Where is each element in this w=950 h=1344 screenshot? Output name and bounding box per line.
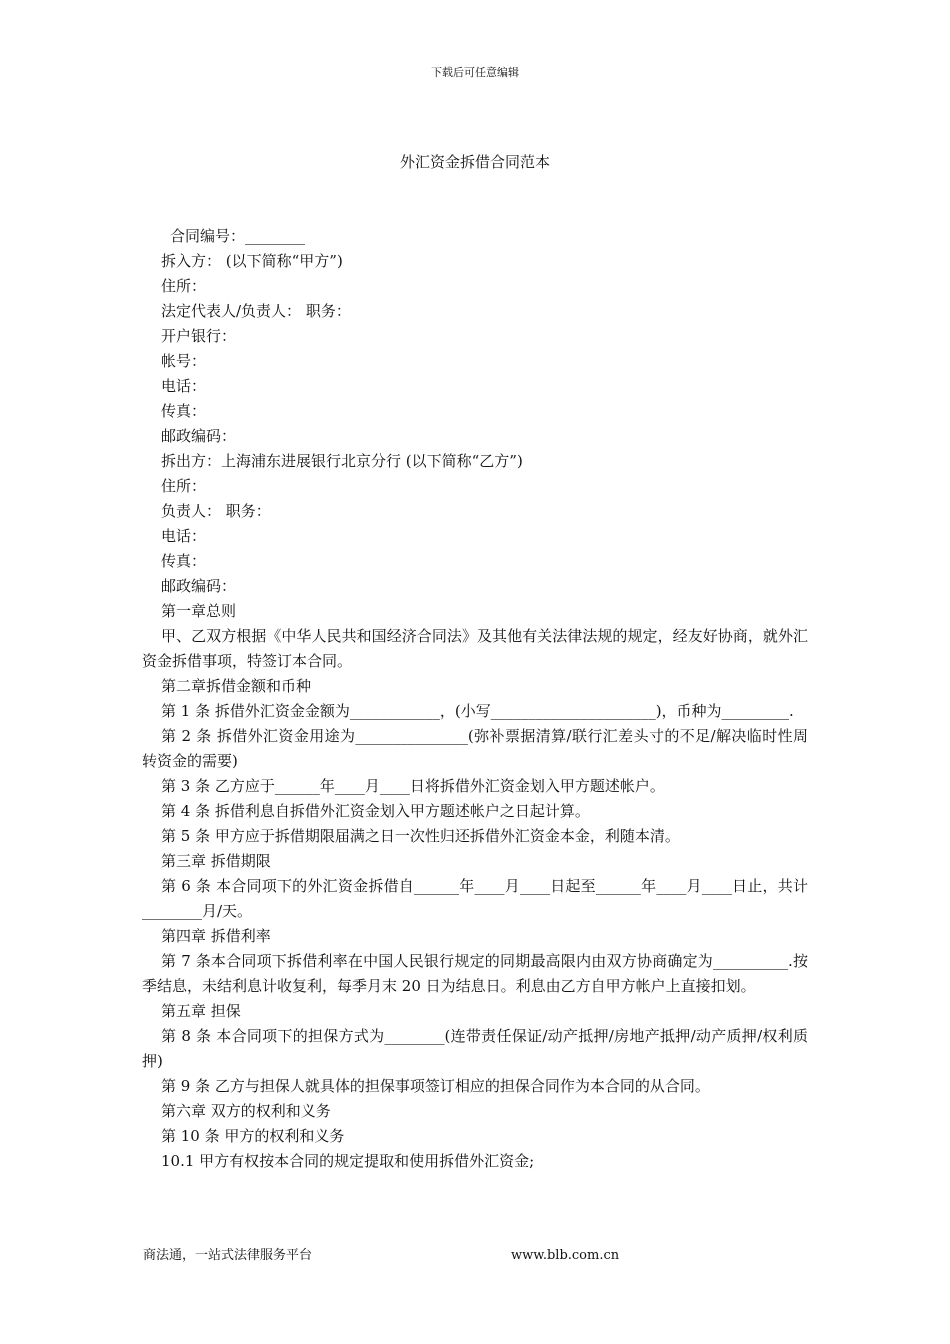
borrower-postcode-line: 邮政编码： [161, 427, 237, 445]
chapter-heading: 第四章 拆借利率 [161, 927, 271, 945]
page-header-note: 下载后可任意编辑 [431, 66, 519, 79]
contract-clause: 甲、乙双方根据《中华人民共和国经济合同法》及其他有关法律法规的规定，经友好协商，就外汇资金拆借事项，特签订本合同。 [142, 627, 808, 670]
contract-clause: 第 5 条 甲方应于拆借期限届满之日一次性归还拆借外汇资金本金，利随本清。 [161, 827, 680, 845]
chapter-heading: 第三章 拆借期限 [161, 852, 271, 870]
borrower-representative-line: 法定代表人/负责人： 职务： [161, 302, 351, 320]
borrower-address-line: 住所： [161, 277, 207, 295]
contract-clause: 第 3 条 乙方应于______年____月____日将拆借外汇资金划入甲方题述帐户。 [161, 777, 665, 795]
contract-clause: 第 6 条 本合同项下的外汇资金拆借自______年____月____日起至______年____月____日止，共计________月/天。 [142, 877, 808, 920]
lender-representative-line: 负责人： 职务： [161, 502, 271, 520]
page-footer [0, 1247, 950, 1265]
contract-number-line: 合同编号：________ [170, 227, 306, 245]
contract-clause: 第 9 条 乙方与担保人就具体的担保事项签订相应的担保合同作为本合同的从合同。 [161, 1077, 710, 1095]
chapter-heading: 第一章总则 [161, 602, 237, 620]
borrower-line: 拆入方： (以下简称“甲方”) [161, 252, 343, 270]
contract-clause: 第 1 条 拆借外汇资金金额为____________，(小写______________________)，币种为_________. [161, 702, 794, 720]
lender-postcode-line: 邮政编码： [161, 577, 237, 595]
chapter-heading: 第二章拆借金额和币种 [161, 677, 312, 695]
chapter-heading: 第五章 担保 [161, 1002, 241, 1020]
contract-body [142, 224, 808, 1174]
lender-address-line: 住所： [161, 477, 207, 495]
borrower-bank-line: 开户银行： [161, 327, 237, 345]
contract-clause: 第 7 条本合同项下拆借利率在中国人民银行规定的同期最高限内由双方协商确定为__________.按季结息，未结利息计收复利，每季月末 20 日为结息日。利息由乙方自甲方帐户上直接扣划。 [142, 952, 808, 995]
contract-clause: 第 2 条 拆借外汇资金用途为_______________(弥补票据清算/联行汇差头寸的不足/解决临时性周转资金的需要) [142, 727, 808, 770]
footer-brand-text: 商法通，一站式法律服务平台 [143, 1248, 313, 1263]
borrower-phone-line: 电话： [161, 377, 207, 395]
lender-line: 拆出方：上海浦东进展银行北京分行 (以下简称“乙方”) [161, 452, 523, 470]
lender-fax-line: 传真： [161, 552, 207, 570]
contract-clause: 第 4 条 拆借利息自拆借外汇资金划入甲方题述帐户之日起计算。 [161, 802, 590, 820]
contract-clause: 第 8 条 本合同项下的担保方式为________(连带责任保证/动产抵押/房地产抵押/动产质押/权利质押) [142, 1027, 808, 1070]
document-title: 外汇资金拆借合同范本 [399, 153, 550, 171]
lender-phone-line: 电话： [161, 527, 207, 545]
contract-clause: 第 10 条 甲方的权利和义务 [161, 1127, 345, 1145]
chapter-heading: 第六章 双方的权利和义务 [161, 1102, 331, 1120]
borrower-account-line: 帐号： [161, 352, 207, 370]
borrower-fax-line: 传真： [161, 402, 207, 420]
contract-clause: 10.1 甲方有权按本合同的规定提取和使用拆借外汇资金; [161, 1152, 535, 1170]
footer-website-link[interactable]: www.blb.com.cn [511, 1248, 620, 1263]
